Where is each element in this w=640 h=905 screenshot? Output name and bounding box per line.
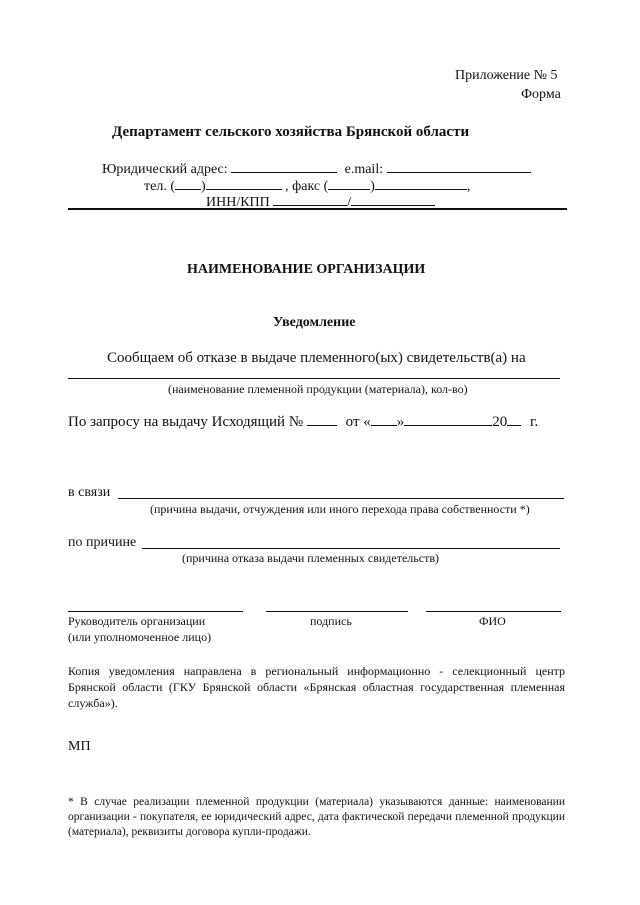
fax-code-field[interactable] bbox=[328, 177, 370, 190]
name-line[interactable] bbox=[426, 611, 561, 612]
organization-name-title: НАИМЕНОВАНИЕ ОРГАНИЗАЦИИ bbox=[187, 262, 426, 277]
product-field[interactable] bbox=[68, 378, 560, 379]
legal-address-label: Юридический адрес: bbox=[102, 162, 228, 177]
form-label: Форма bbox=[521, 87, 561, 102]
appendix-number: Приложение № 5 bbox=[455, 68, 558, 83]
header-divider bbox=[68, 208, 567, 210]
date-month-field[interactable] bbox=[404, 413, 492, 426]
department-title: Департамент сельского хозяйства Брянской области bbox=[112, 124, 470, 140]
signature-line[interactable] bbox=[266, 611, 408, 612]
date-day-field[interactable] bbox=[371, 413, 397, 426]
tel-label: тел. ( bbox=[144, 179, 175, 194]
email-field[interactable] bbox=[387, 160, 531, 173]
year-suffix: г. bbox=[530, 414, 539, 430]
inn-kpp-separator: / bbox=[347, 195, 352, 210]
legal-address-field[interactable] bbox=[231, 160, 337, 173]
reason-refusal-caption: (причина отказа выдачи племенных свидетельств) bbox=[182, 551, 439, 565]
kpp-field[interactable] bbox=[351, 193, 435, 206]
legal-address-row bbox=[102, 160, 531, 178]
tel-number-field[interactable] bbox=[206, 177, 282, 190]
head-signature-line[interactable] bbox=[68, 611, 243, 612]
request-row bbox=[68, 413, 538, 431]
year-prefix: 20 bbox=[492, 414, 508, 430]
reason-refusal-label: по причине bbox=[68, 535, 137, 550]
fax-number-field[interactable] bbox=[375, 177, 467, 190]
fax-label: , факс ( bbox=[285, 179, 329, 194]
fax-paren: ) bbox=[370, 179, 375, 194]
reason-issue-field[interactable] bbox=[118, 498, 564, 499]
email-label: e.mail: bbox=[344, 162, 384, 177]
tel-code-field[interactable] bbox=[175, 177, 201, 190]
product-caption: (наименование племенной продукции (материала), кол-во) bbox=[168, 382, 468, 396]
tel-paren: ) bbox=[200, 179, 206, 194]
trailing-comma: , bbox=[466, 179, 471, 194]
signature-label: подпись bbox=[310, 614, 352, 628]
outgoing-number-field[interactable] bbox=[307, 413, 337, 426]
inn-field[interactable] bbox=[273, 193, 347, 206]
stamp-label: МП bbox=[68, 739, 91, 754]
intro-text: Сообщаем об отказе в выдаче племенного(ых) свидетельств(а) на bbox=[107, 350, 526, 366]
reason-refusal-field[interactable] bbox=[142, 548, 560, 549]
notice-title: Уведомление bbox=[273, 315, 356, 330]
request-label: По запросу на выдачу Исходящий № bbox=[68, 414, 304, 430]
quote-close: » bbox=[396, 414, 405, 430]
footnote: * В случае реализации племенной продукции (материала) указываются данные: наименовании организации - покупателя, ее юридический адрес, дата фактической передачи племенной продукции (материала), реквизиты договора купли-продажи. bbox=[68, 796, 565, 838]
head-label: Руководитель организации bbox=[68, 614, 206, 628]
copy-note: Копия уведомления направлена в региональный информационно - селекционный центр Брянской области (ГКУ Брянской области «Брянская областная государственная племенная служба»). bbox=[68, 664, 565, 710]
from-label: от « bbox=[345, 414, 371, 430]
name-label: ФИО bbox=[479, 614, 506, 628]
reason-issue-label: в связи bbox=[68, 485, 111, 500]
inn-kpp-label: ИНН/КПП bbox=[206, 195, 270, 210]
date-year-field[interactable] bbox=[507, 413, 521, 426]
reason-issue-caption: (причина выдачи, отчуждения или иного перехода права собственности *) bbox=[150, 502, 530, 516]
head-sublabel: (или уполномоченное лицо) bbox=[68, 630, 212, 644]
